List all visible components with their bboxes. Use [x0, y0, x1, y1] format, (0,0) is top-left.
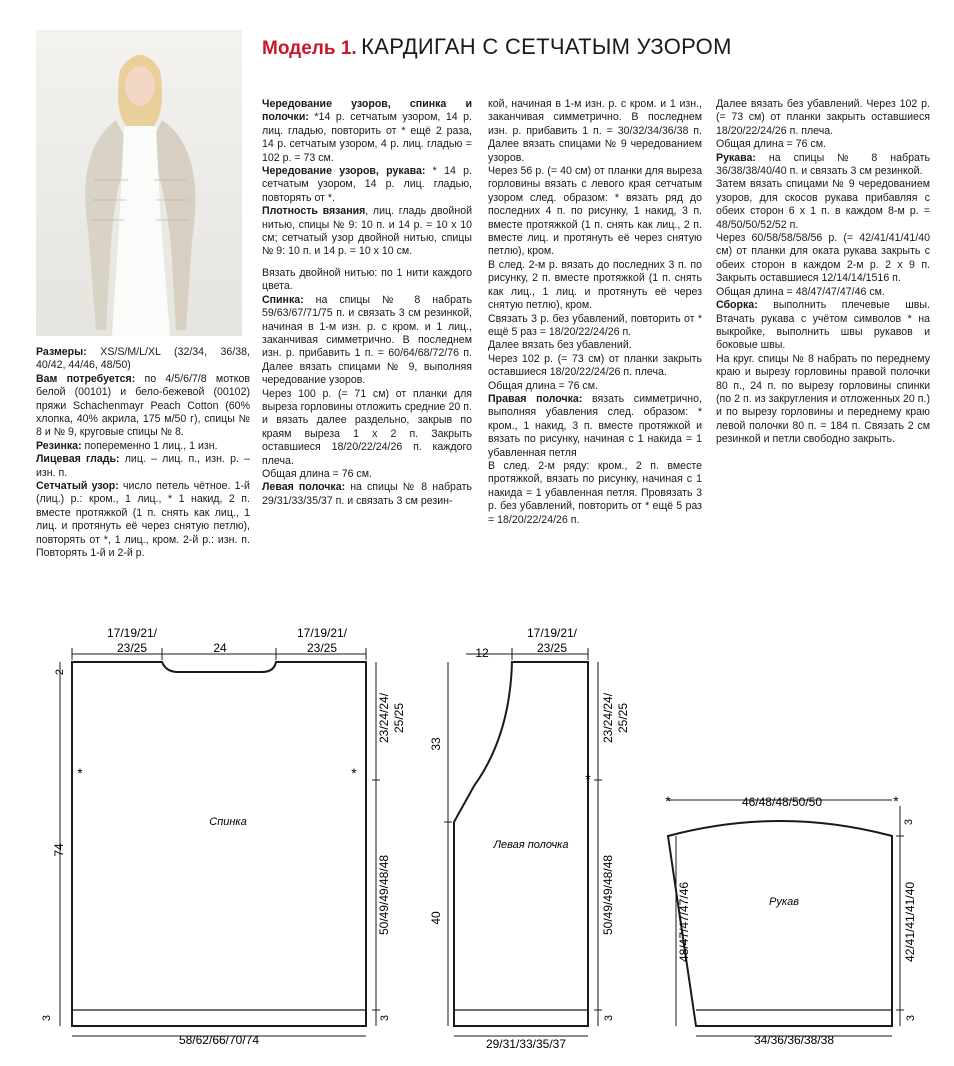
sleeve-piece-label: Рукав	[769, 896, 799, 908]
paragraph-text: на спицы № 8 набрать 59/63/67/71/75 п. и связать 3 см резинкой, начиная в 1-м изн. р. с кром. и 1 лиц., заканчивая симметрично. В последнем изн. р. прибавить 1 п. = 60/64/68/72/76 п. Далее вязать спицами № 9, выполняя чередование узоров.	[262, 293, 472, 387]
paragraph-text: попеременно 1 лиц., 1 изн.	[81, 439, 218, 452]
sleeve-left-length: 48/47/47/47/46	[677, 881, 691, 963]
front-star: *	[585, 771, 591, 787]
back-neck-depth: 2	[54, 668, 66, 676]
paragraph-heading: Резинка:	[36, 439, 82, 452]
paragraph-heading: Вам потребуется:	[36, 372, 136, 385]
sleeve-right-star: *	[893, 793, 899, 809]
paragraph-heading: Сетчатый узор:	[36, 480, 119, 493]
paragraph-text: Через 102 р. (= 73 см) от планки закрыть оставшиеся 18/20/22/24/26 п. плеча.	[488, 352, 702, 379]
paragraph-text: *14 р. сетчатым узором, 14 р. лиц. гладью, повторить от * ещё 2 раза, 14 р. сетчатым узором, 4 р. лиц. гладью = 102 р. = 73 см.	[262, 111, 472, 164]
back-shoulder-left-line2: 23/25	[116, 641, 148, 655]
front-upper-height: 33	[429, 737, 443, 751]
front-shoulder-line1: 17/19/21/	[526, 626, 578, 640]
paragraph-text: по 4/5/6/7/8 мотков белой (00101) и бело-бежевой (00102) пряжи Schachenmayr Peach Cotton (60% хлопка, 40% акрила, 175 м/50 г), спицы № 8 и № 9, круговые спицы № 8.	[36, 372, 250, 439]
paragraph-heading: Плотность вязания	[262, 205, 366, 218]
paragraph-heading: Спинка:	[262, 293, 304, 306]
back-armhole-line2: 25/25	[392, 702, 406, 734]
back-width: 58/62/66/70/74	[178, 1033, 260, 1047]
back-height: 74	[52, 843, 66, 857]
back-shoulder-right-line2: 23/25	[306, 641, 338, 655]
paragraph-heading: Чередование узоров, спинка и полочки:	[262, 98, 472, 124]
front-shoulder-line2: 23/25	[536, 641, 568, 655]
sleeve-top-width: 46/48/48/50/50	[741, 795, 823, 809]
paragraph-heading: Сборка:	[716, 299, 758, 312]
paragraph-text: Через 56 р. (= 40 см) от планки для выреза горловины вязать с левого края сетчатым узором след. образом: * вязать ряд до последних 4 п. по рисунку, 1 накид, 3 п. вместе протяжкой (1 п. снять как лиц., 2 п. вместе лиц. и протянуть её через снятую петлю), кром.	[488, 165, 702, 258]
model-number: Модель 1.	[262, 38, 357, 59]
sleeve-left-star: *	[665, 793, 671, 809]
front-rib-height: 3	[603, 1014, 615, 1022]
paragraph-text: Через 60/58/58/58/56 р. (= 42/41/41/41/40 см) от планки для оката рукава закрыть с обеих сторон в каждом 2-м р. 2 х 9 п. Закрыть оставшиеся 12/14/14/1516 п.	[716, 232, 930, 285]
paragraph-text: лиц. – лиц. п., изн. р. – изн. п.	[36, 453, 250, 479]
front-piece-label: Левая полочка	[493, 839, 569, 851]
paragraph-text: * 14 р. сетчатым узором, 14 р. лиц. гладью, повторять от *.	[262, 165, 472, 204]
paragraph-text: выполнить плечевые швы. Втачать рукава с учётом символов * на выкройке, выполнить швы рукавов и боковые швы.	[716, 299, 930, 352]
back-neck-width: 24	[213, 641, 227, 655]
back-right-star: *	[351, 765, 357, 781]
back-shoulder-right-line1: 17/19/21/	[296, 626, 348, 640]
paragraph-text: на спицы № 8 набрать 29/31/33/35/37 п. и связать 3 см резин-	[262, 481, 472, 507]
model-name: КАРДИГАН С СЕТЧАТЫМ УЗОРОМ	[361, 34, 732, 59]
sleeve-rib-height: 3	[905, 1014, 917, 1022]
back-rib-height: 3	[379, 1014, 391, 1022]
front-armhole-line1: 23/24/24/	[601, 692, 615, 744]
paragraph-text: число петель чётное. 1-й (лиц.) р.: кром., 1 лиц., * 1 накид, 2 п. вместе протяжкой (1 п. снять как лиц., 1 лиц. и протянуть её через снятую петлю), повторять от *, 1 лиц., кром. 2-й р.: изн. п. Повторять 1-й и 2-й р.	[36, 480, 250, 560]
back-piece-outline	[72, 662, 366, 1026]
paragraph-text: Связать 3 р. без убавлений, повторить от * ещё 5 раз = 18/20/22/24/26 п.	[488, 312, 702, 338]
back-rib-height-left: 3	[41, 1014, 53, 1022]
paragraph-text: на спицы № 8 набрать 36/38/38/40/40 п. и связать 3 см резинкой.	[716, 151, 930, 178]
paragraph-heading: Правая полочка:	[488, 392, 583, 405]
back-shoulder-left-line1: 17/19/21/	[106, 626, 158, 640]
sleeve-bottom-width: 34/36/36/38/38	[753, 1033, 835, 1047]
paragraph-text: В след. 2-м р. вязать до последних 3 п. по рисунку, 2 п. вместе протяжкой (1 п. снять как лиц., 1 лиц. и протянуть её через снятую петлю), кром.	[488, 258, 702, 312]
paragraph-text: Общая длина = 48/47/47/47/46 см.	[716, 285, 885, 298]
paragraph-heading: Левая полочка:	[262, 481, 346, 494]
sleeve-cap-height: 3	[903, 818, 915, 826]
paragraph-text: Затем вязать спицами № 9 чередованием узоров, для скосов рукава прибавляя с обеих сторон 6 х 1 п. в каждом 8-м р. = 48/50/50/52/52 п.	[716, 178, 930, 231]
paragraph-heading: Рукава:	[716, 151, 756, 164]
paragraph-text: Общая длина = 76 см.	[262, 467, 372, 480]
paragraph-text: вязать симметрично, выполняя убавления след. образом: * кром., 1 накид, 3 п. вместе протяжкой и вязать по рисунку, начиная с 1 накида = 1 убавленная петля	[488, 392, 702, 459]
front-side-length: 50/49/49/48/48	[601, 854, 615, 936]
paragraph-text: Общая длина = 76 см.	[488, 379, 598, 392]
paragraph-heading: Чередование узоров, рукава:	[262, 165, 426, 178]
paragraph-text: Вязать двойной нитью: по 1 нити каждого цвета.	[262, 266, 472, 293]
paragraph-text: Общая длина = 76 см.	[716, 138, 826, 151]
front-armhole-line2: 25/25	[616, 702, 630, 734]
paragraph-text: XS/S/M/L/XL (32/34, 36/38, 40/42, 44/46, 48/50)	[36, 346, 250, 372]
paragraph-text: На круг. спицы № 8 набрать по переднему краю и вырезу горловины правой полочки 80 п., 24 п. по вырезу горловины спинки (по 2 п. из закругления и отложенных 20 п.) и по вырезу горловины и переднему краю левой полочки 80 п. = 184 п. Связать 2 см резинкой и петли свободно закрыть.	[716, 352, 930, 446]
back-armhole-line1: 23/24/24/	[377, 692, 391, 744]
paragraph-text: Далее вязать без убавлений.	[488, 339, 632, 352]
back-side-length: 50/49/49/48/48	[377, 854, 391, 936]
paragraph-text: Далее вязать без убавлений. Через 102 р. (= 73 см) от планки закрыть оставшиеся 18/20/22/24/26 п. плеча.	[716, 98, 930, 137]
front-lower-height: 40	[429, 911, 443, 925]
front-width: 29/31/33/35/37	[485, 1037, 567, 1051]
paragraph-text: кой, начиная в 1-м изн. р. с кром. и 1 изн., заканчивая симметрично. В последнем изн. р. прибавить 1 п. = 30/32/34/36/38 п. Далее вязать спицами № 9 чередованием узоров.	[488, 98, 702, 164]
back-left-star: *	[77, 765, 83, 781]
paragraph-text: В след. 2-м ряду: кром., 2 п. вместе протяжкой, вязать по рисунку, начиная с 1 накида = 1 убавленная петля. Провязать 3 р. без убавлений, повторить от * ещё 5 раз = 18/20/22/24/26 п.	[488, 459, 702, 526]
paragraph-heading: Лицевая гладь:	[36, 453, 120, 466]
sleeve-right-length: 42/41/41/41/40	[903, 881, 917, 963]
paragraph-text: Через 100 р. (= 71 см) от планки для выреза горловины отложить средние 20 п. и вязать далее раздельно, закрыв по краям выреза 1 х 2 п. Закрыть оставшиеся 18/20/22/24/26 п. каждого плеча.	[262, 387, 472, 467]
paragraph-text: , лиц. гладь двойной нитью, спицы № 9: 10 п. и 14 р. = 10 x 10 см; сетчатый узор двойной нитью, спицы № 9: 10 п. и 14 р. = 10 x 10 см.	[262, 205, 473, 258]
front-neck-width: 12	[475, 646, 489, 660]
paragraph-heading: Размеры:	[36, 346, 87, 358]
sleeve-outline	[668, 821, 892, 1026]
back-piece-label: Спинка	[209, 816, 247, 828]
